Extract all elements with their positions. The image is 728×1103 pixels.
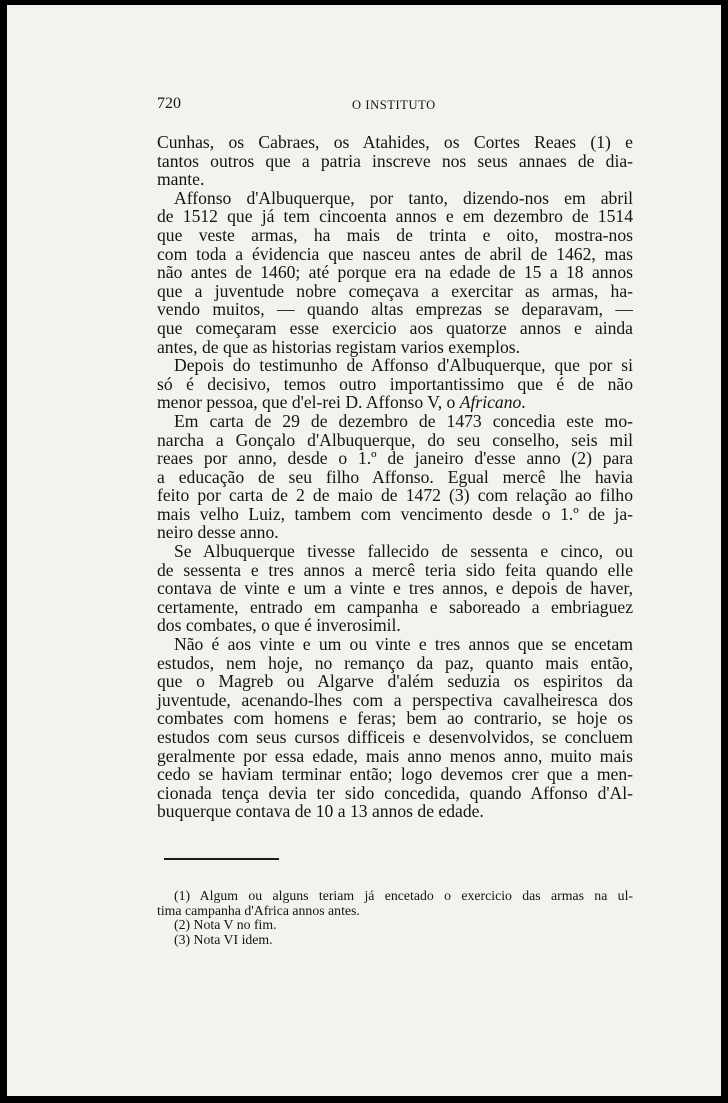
text-line: estudos com seus cursos difficeis e desenvolvidos, se concluem xyxy=(157,727,633,747)
footnote-divider xyxy=(164,858,279,860)
text-line: reaes por anno, desde o 1.º de janeiro d'esse anno (2) para xyxy=(157,448,633,469)
footnote-3: (3) Nota VI idem. xyxy=(174,931,273,947)
footnote-1-cont: tima campanha d'Africa annos antes. xyxy=(157,902,360,918)
text-line: narcha a Gonçalo d'Albuquerque, do seu conselho, seis mil xyxy=(157,429,633,450)
text-line: Depois do testimunho de Affonso d'Albuquerque, que por si xyxy=(174,355,633,376)
text-line: contava de vinte e um a vinte e tres annos, e depois de haver, xyxy=(157,578,633,599)
text-line: Não é aos vinte e um ou vinte e tres annos que se encetam xyxy=(174,634,633,655)
text-line-africano xyxy=(157,393,633,412)
text-line: combates com homens e feras; bem ao contrario, se hoje os xyxy=(157,708,633,729)
footnote-2: (2) Nota V no fim. xyxy=(174,917,277,932)
footnote-1: (1) Algum ou alguns teriam já encetado o exercicio das armas na ul- xyxy=(174,888,633,903)
text-line: feito por carta de 2 de maio de 1472 (3) com relação ao filho xyxy=(157,485,633,506)
body-text xyxy=(157,133,633,821)
text-line: dos combates, o que é inverosimil. xyxy=(157,615,401,636)
text-line: vendo muitos, — quando altas emprezas se deparavam, — xyxy=(157,299,633,320)
text-line: de sessenta e tres annos a mercê teria sido feita quando elle xyxy=(157,559,633,580)
text-fragment: . xyxy=(521,392,526,413)
page-header xyxy=(157,95,645,115)
text-line: cedo se haviam terminar então; logo devemos crer que a men- xyxy=(157,764,633,785)
text-line: tantos outros que a patria inscreve nos seus annaes de dia- xyxy=(157,150,633,171)
text-line: que o Magreb ou Algarve d'além seduzia os espiritos da xyxy=(157,671,633,692)
text-line: juventude, acenando-lhes com a perspectiva cavalheiresca dos xyxy=(157,689,633,710)
text-line: só é decisivo, temos outro importantissimo que é de não xyxy=(157,373,633,394)
text-line: Affonso d'Albuquerque, por tanto, dizendo-nos em abril xyxy=(174,187,633,208)
text-line: mante. xyxy=(157,169,205,190)
running-head: O INSTITUTO xyxy=(352,98,436,112)
text-fragment: menor pessoa, que d'el-rei D. Affonso V, o xyxy=(157,392,460,413)
text-line: estudos, nem hoje, no remanço da paz, quanto mais então, xyxy=(157,652,633,673)
text-line: a educação de seu filho Affonso. Egual mercê lhe havia xyxy=(157,466,633,487)
text-line: neiro desse anno. xyxy=(157,522,279,543)
text-line: geralmente por essa edade, mais anno menos anno, muito mais xyxy=(157,745,633,766)
text-line: antes, de que as historias registam varios exemplos. xyxy=(157,336,521,357)
text-line: cionada tença devia ter sido concedida, quando Affonso d'Al- xyxy=(157,782,633,803)
text-line: que veste armas, ha mais de trinta e oito, mostra-nos xyxy=(157,224,633,245)
text-line: certamente, entrado em campanha e saboreado a embriaguez xyxy=(157,596,633,617)
text-line: Em carta de 29 de dezembro de 1473 concedia este mo- xyxy=(174,410,633,431)
text-line: que começaram esse exercicio aos quatorze annos e ainda xyxy=(157,317,633,338)
text-line: buquerque contava de 10 a 13 annos de edade. xyxy=(157,801,484,822)
text-line: mais velho Luiz, tambem com vencimento desde o 1.º de ja- xyxy=(157,503,633,524)
italic-epithet: Africano xyxy=(459,392,522,413)
text-line: de 1512 que já tem cincoenta annos e em dezembro de 1514 xyxy=(157,206,633,227)
text-line: Se Albuquerque tivesse fallecido de sessenta e cinco, ou xyxy=(174,541,633,562)
text-line: não antes de 1460; até porque era na edade de 15 a 18 annos xyxy=(157,262,633,283)
text-line: Cunhas, os Cabraes, os Atahides, os Cortes Reaes (1) e xyxy=(157,132,633,152)
text-line: com toda a évidencia que nasceu antes de abril de 1462, mas xyxy=(157,243,633,264)
book-page xyxy=(7,5,721,1096)
footnotes xyxy=(157,889,633,947)
page-number: 720 xyxy=(157,95,181,112)
text-line: que a juventude nobre começava a exercitar as armas, ha- xyxy=(157,280,633,301)
